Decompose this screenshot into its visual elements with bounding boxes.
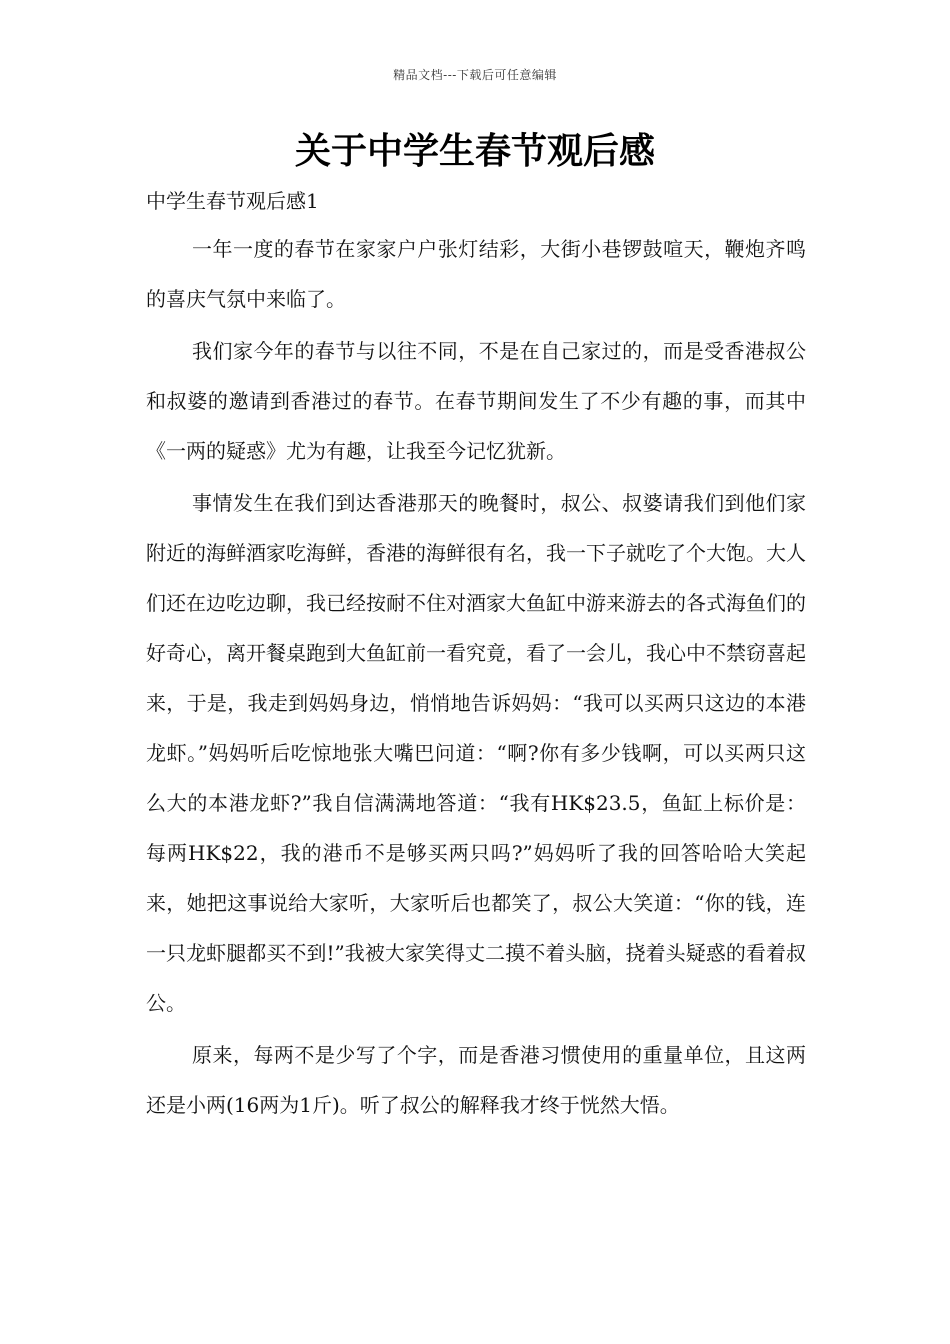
paragraph: 一年一度的春节在家家户户张灯结彩，大街小巷锣鼓喧天，鞭炮齐鸣的喜庆气氛中来临了。 [146, 237, 806, 311]
paragraph: 原来，每两不是少写了个字，而是香港习惯使用的重量单位，且这两还是小两(16两为1斤)。听了叔公的解释我才终于恍然大悟。 [146, 1043, 806, 1117]
paragraph: 我们家今年的春节与以往不同，不是在自己家过的，而是受香港叔公和叔婆的邀请到香港过的春节。在春节期间发生了不少有趣的事，而其中《一两的疑惑》尤为有趣，让我至今记忆犹新。 [146, 339, 806, 463]
paragraph: 事情发生在我们到达香港那天的晚餐时，叔公、叔婆请我们到他们家附近的海鲜酒家吃海鲜，香港的海鲜很有名，我一下子就吃了个大饱。大人们还在边吃边聊，我已经按耐不住对酒家大鱼缸中游来游去的各式海鱼们的好奇心，离开餐桌跑到大鱼缸前一看究竟，看了一会儿，我心中不禁窃喜起来，于是，我走到妈妈身边，悄悄地告诉妈妈：“我可以买两只这边的本港龙虾。”妈妈听后吃惊地张大嘴巴问道：“啊?你有多少钱啊，可以买两只这么大的本港龙虾?”我自信满满地答道：“我有HK$23.5，鱼缸上标价是：每两HK$22，我的港币不是够买两只吗?”妈妈听了我的回答哈哈大笑起来，她把这事说给大家听，大家听后也都笑了，叔公大笑道：“你的钱，连一只龙虾腿都买不到!”我被大家笑得丈二摸不着头脑，挠着头疑惑的看着叔公。 [146, 491, 806, 1015]
header-note: 精品文档---下载后可任意编辑 [393, 68, 557, 82]
document-body [146, 224, 806, 1132]
section-heading: 中学生春节观后感1 [146, 189, 319, 213]
document-title: 关于中学生春节观后感 [294, 131, 655, 172]
